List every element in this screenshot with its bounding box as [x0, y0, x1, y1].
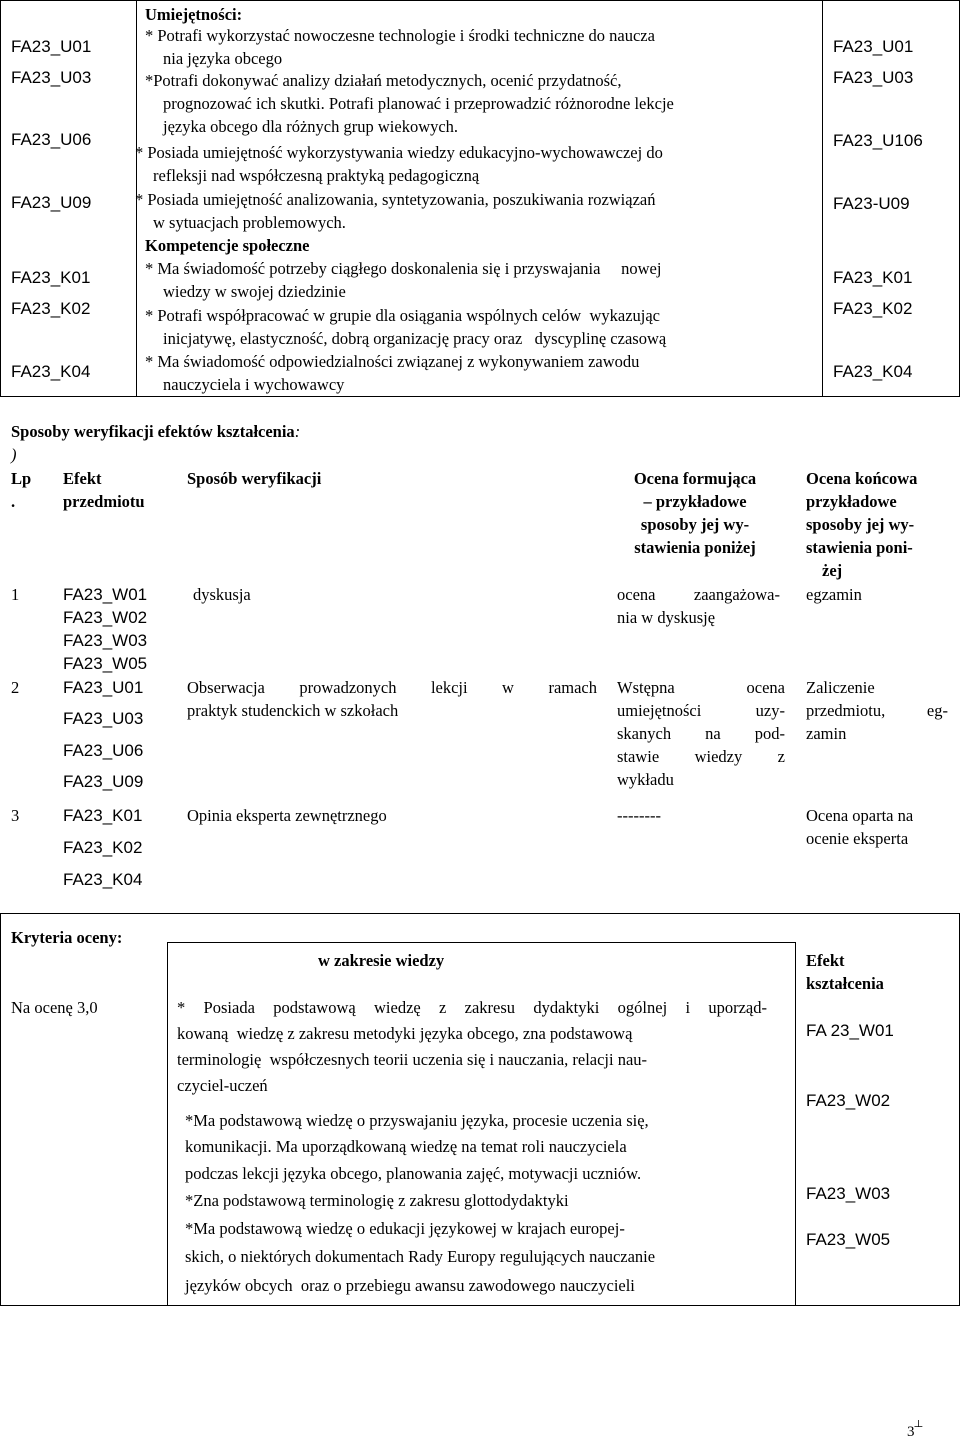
text-line: terminologię współczesnych teorii uczenia się i nauczania, relacji nau-: [177, 1050, 648, 1069]
header-effect: Efekt: [63, 469, 102, 488]
effect-code: FA23_W02: [806, 1091, 891, 1110]
formative-text: stawie wiedzy z: [617, 747, 785, 766]
text-line: * Posiada umiejętność wykorzystywania wiedzy edukacyjno-wychowawczej do: [135, 143, 663, 162]
verification-paren: ): [11, 445, 17, 464]
effect-code: FA23_U03: [63, 709, 144, 728]
text-line: *Zna podstawową terminologię z zakresu glottodydaktyki: [185, 1191, 569, 1210]
text-line: nauczyciela i wychowawcy: [163, 375, 345, 394]
social-heading: Kompetencje społeczne: [145, 236, 310, 255]
effect-code: FA23_W03: [806, 1184, 891, 1203]
header-final: żej: [822, 561, 843, 580]
knowledge-header: w zakresie wiedzy: [318, 951, 445, 970]
page-mark: ┴: [914, 1421, 923, 1433]
formative-text: nia w dyskusję: [617, 608, 716, 627]
header-formative: stawienia poniżej: [634, 538, 756, 557]
final-text: przedmiotu, eg-: [806, 701, 948, 720]
final-text: egzamin: [806, 585, 862, 604]
effect-code: FA 23_W01: [806, 1021, 894, 1040]
text-line: * Posiada umiejętność analizowania, syntetyzowania, poszukiwania rozwiązań: [135, 190, 656, 209]
header-method: Sposób weryfikacji: [187, 469, 322, 488]
effect-code: FA23_W05: [806, 1230, 891, 1249]
final-text: zamin: [806, 724, 847, 743]
code: FA23-U09: [833, 194, 910, 213]
code: FA23_U106: [833, 131, 923, 150]
text-line: *Ma podstawową wiedzę o edukacji językowej w krajach europej-: [185, 1219, 625, 1238]
effect-code: FA23_K04: [63, 870, 143, 889]
effect-code: FA23_U06: [63, 741, 144, 760]
final-text: ocenie eksperta: [806, 829, 909, 848]
text-line: *Ma podstawową wiedzę o przyswajaniu języka, procesie uczenia się,: [185, 1111, 649, 1130]
text-line: kowaną wiedzę z zakresu metodyki języka obcego, zna podstawową: [177, 1024, 633, 1043]
method-text: Obserwacja prowadzonych lekcji w ramach: [187, 678, 597, 697]
formative-text: wykładu: [617, 770, 674, 789]
method-text: Opinia eksperta zewnętrznego: [187, 806, 387, 825]
method-text: praktyk studenckich w szkołach: [187, 701, 399, 720]
criteria-title: Kryteria oceny:: [11, 928, 123, 947]
header-formative: sposoby jej wy-: [640, 515, 750, 534]
code: FA23_U03: [833, 68, 914, 87]
grade-label: Na ocenę 3,0: [11, 998, 98, 1017]
row-number: 1: [11, 585, 20, 604]
text-line: w sytuacjach problemowych.: [153, 213, 346, 232]
text-line: * Potrafi współpracować w grupie dla osiągania wspólnych celów wykazując: [145, 306, 661, 325]
header-lp: .: [11, 492, 16, 511]
text-line: * Posiada podstawową wiedzę z zakresu dydaktyki ogólnej i uporząd-: [177, 998, 767, 1017]
effect-code: FA23_W03: [63, 631, 148, 650]
row-number: 2: [11, 678, 20, 697]
code: FA23_K04: [833, 362, 913, 381]
final-text: Ocena oparta na: [806, 806, 914, 825]
text-line: prognozować ich skutki. Potrafi planować i przeprowadzić różnorodne lekcje: [163, 94, 674, 113]
formative-text: Wstępna ocena: [617, 678, 785, 697]
formative-text: --------: [617, 806, 661, 825]
text-line: języków obcych oraz o przebiegu awansu zawodowego nauczycieli: [185, 1276, 635, 1295]
header-formative: Ocena formująca: [633, 469, 757, 488]
code: FA23_U06: [11, 130, 92, 149]
header-lp: Lp: [11, 469, 32, 488]
formative-text: skanych na pod-: [617, 724, 785, 743]
code: FA23_K02: [833, 299, 913, 318]
effect-header: kształcenia: [806, 974, 884, 993]
text-line: komunikacji. Ma uporządkowaną wiedzę na temat roli nauczyciela: [185, 1137, 627, 1156]
code: FA23_U01: [833, 37, 914, 56]
text-line: *Potrafi dokonywać analizy działań metodycznych, ocenić przydatność,: [145, 71, 622, 90]
code: FA23_K02: [11, 299, 91, 318]
text-line: skich, o niektórych dokumentach Rady Europy regulujących nauczanie: [185, 1247, 656, 1266]
text-line: czyciel-uczeń: [177, 1076, 268, 1095]
effect-code: FA23_U09: [63, 772, 144, 791]
text-line: wiedzy w swojej dziedzinie: [163, 282, 346, 301]
formative-text: ocena zaangażowa-: [617, 585, 780, 604]
effect-code: FA23_U01: [63, 678, 144, 697]
header-final: Ocena końcowa: [806, 469, 918, 488]
text-line: nia języka obcego: [163, 49, 283, 68]
method-text: dyskusja: [193, 585, 251, 604]
header-final: przykładowe: [806, 492, 897, 511]
header-effect: przedmiotu: [63, 492, 145, 511]
header-final: sposoby jej wy-: [806, 515, 915, 534]
effect-code: FA23_K02: [63, 838, 143, 857]
verification-title: Sposoby weryfikacji efektów kształcenia:: [11, 422, 301, 441]
effect-code: FA23_W01: [63, 585, 148, 604]
header-final: stawienia poni-: [806, 538, 913, 557]
text-line: podczas lekcji języka obcego, planowania zajęć, motywacji uczniów.: [185, 1164, 642, 1183]
code: FA23_U09: [11, 193, 92, 212]
effect-code: FA23_W02: [63, 608, 148, 627]
final-text: Zaliczenie: [806, 678, 875, 697]
row-number: 3: [11, 806, 20, 825]
page-number: 3┴: [907, 1421, 923, 1440]
skills-heading: Umiejętności:: [145, 5, 243, 24]
effect-header: Efekt: [806, 951, 845, 970]
text-line: inicjatywę, elastyczność, dobrą organizację pracy oraz dyscyplinę czasową: [163, 329, 667, 348]
text-line: * Ma świadomość potrzeby ciągłego doskonalenia się i przyswajania nowej: [145, 259, 662, 278]
header-formative: – przykładowe: [643, 492, 747, 511]
code: FA23_K04: [11, 362, 91, 381]
effect-code: FA23_W05: [63, 654, 148, 673]
text-line: refleksji nad współczesną praktyką pedagogiczną: [153, 166, 480, 185]
code: FA23_U01: [11, 37, 92, 56]
text-line: języka obcego dla różnych grup wiekowych.: [163, 117, 459, 136]
text-line: * Ma świadomość odpowiedzialności związanej z wykonywaniem zawodu: [145, 352, 640, 371]
effect-code: FA23_K01: [63, 806, 143, 825]
code: FA23_K01: [11, 268, 91, 287]
code: FA23_U03: [11, 68, 92, 87]
text-line: * Potrafi wykorzystać nowoczesne technologie i środki techniczne do naucza: [145, 26, 655, 45]
code: FA23_K01: [833, 268, 913, 287]
formative-text: umiejętności uzy-: [617, 701, 785, 720]
